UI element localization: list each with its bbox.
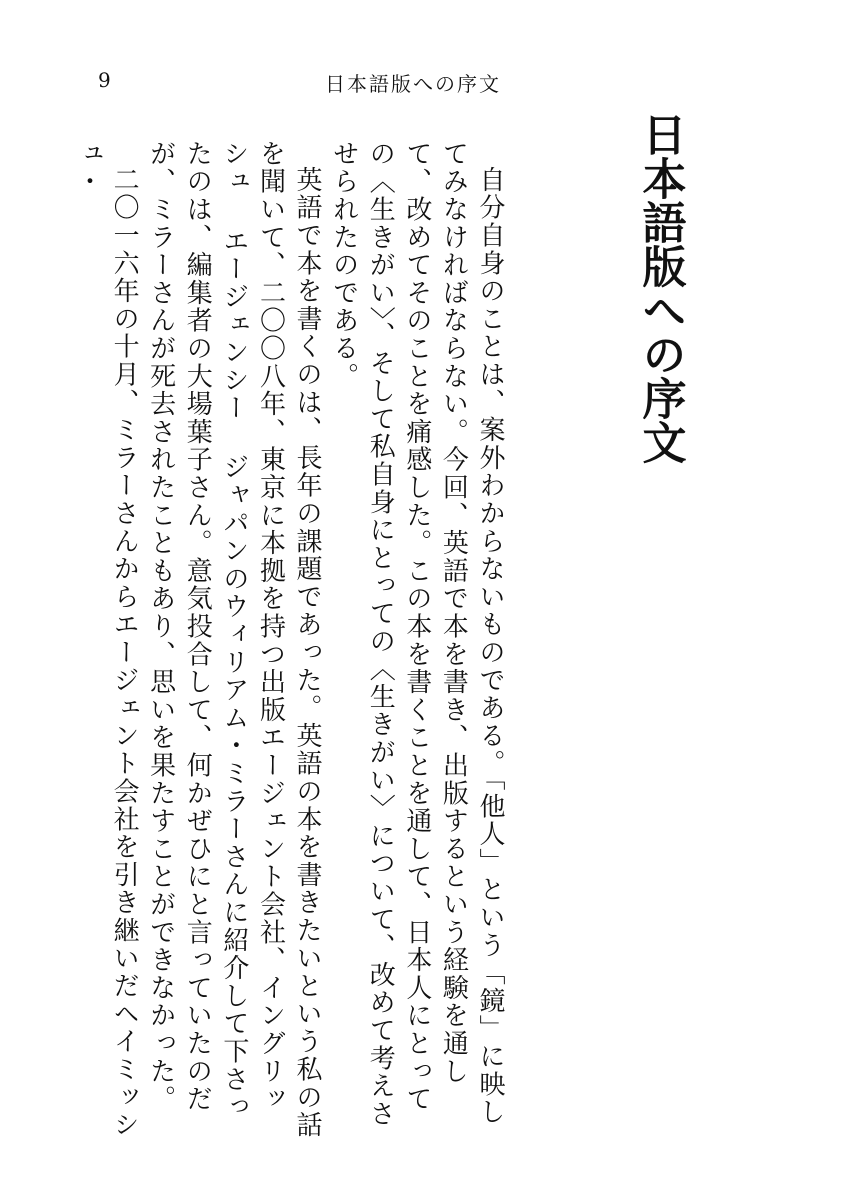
page-header [0,68,841,98]
paragraph: 自分自身のことは、案外わからないものである。「他人」という「鏡」に映してみなければならない。今回、英語で本を書き、出版するという経験を通して、改めてそのことを痛感した。この本を書くことを通して、日本人にとっての〈生きがい〉、そして私自身にとっての〈生きがい〉について、改めて考えさせられたのである。 [328,140,505,1128]
chapter-title: 日本語版への序文 [634,112,686,464]
body-text [72,140,508,1140]
running-head: 日本語版への序文 [325,72,501,96]
paragraph: 二〇一六年の十月、ミラーさんからエージェント会社を引き継いだヘイミッシュ・ [72,140,140,1139]
paragraph: 英語で本を書くのは、長年の課題であった。英語の本を書きたいという私の話を聞いて、二〇〇八年、東京に本拠を持つ出版エージェント会社、イングリッシュ エージェンシー ジャパンのウィリアム・ミラーさんに紹介して下さったのは、編集者の大場葉子さん。意気投合して、何かぜひにと言っていたのだが、ミラーさんが死去されたこともあり、思いを果たすことができなかった。 [145,140,323,1139]
page-number: 9 [98,68,111,92]
